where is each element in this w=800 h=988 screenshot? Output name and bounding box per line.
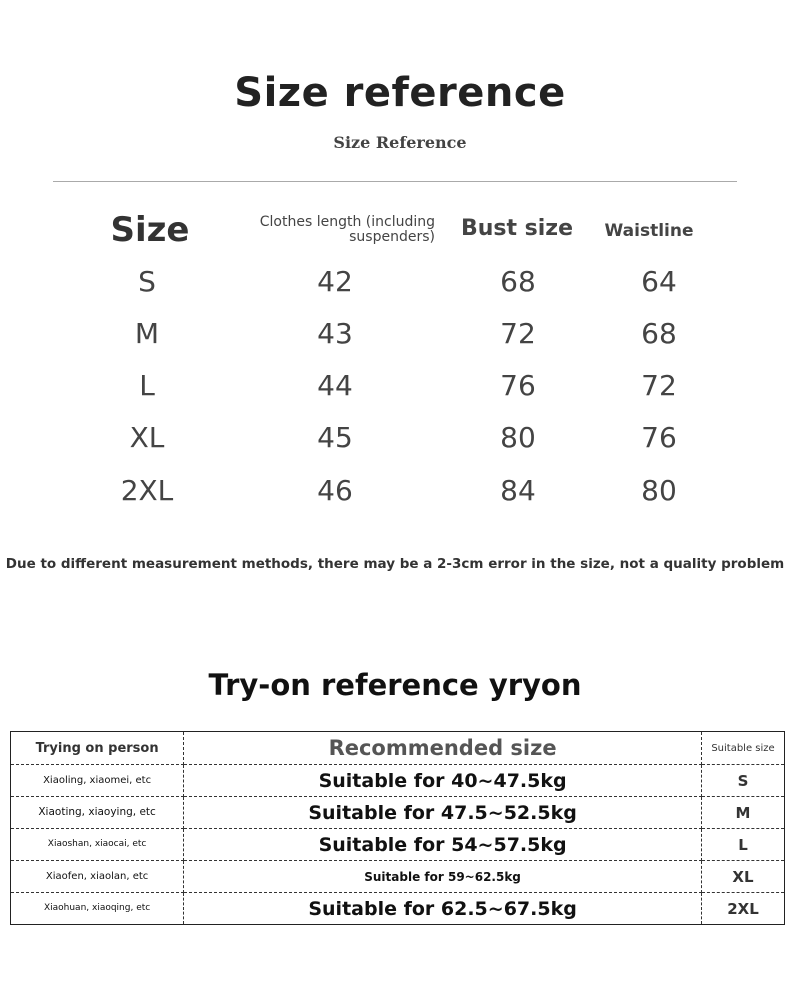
bust-cell: 72: [500, 317, 536, 350]
person-cell: Xiaoshan, xiaocai, etc: [11, 829, 184, 861]
divider: [53, 181, 737, 182]
suitable-size-cell: M: [701, 797, 784, 829]
length-cell: 44: [317, 369, 353, 402]
waist-cell: 80: [641, 474, 677, 507]
header-clothes-length-line2: suspenders): [349, 229, 435, 245]
recommended-cell: Suitable for 62.5~67.5kg: [184, 893, 702, 925]
size-cell: XL: [129, 421, 165, 454]
suitable-size-cell: L: [701, 829, 784, 861]
header-clothes-length: [235, 215, 435, 245]
waist-cell: 64: [641, 265, 677, 298]
table-row: [11, 829, 785, 861]
waist-cell: 72: [641, 369, 677, 402]
header-size: Size: [110, 210, 190, 250]
bust-cell: 68: [500, 265, 536, 298]
length-cell: 46: [317, 474, 353, 507]
person-cell: Xiaofen, xiaolan, etc: [11, 861, 184, 893]
header-recommended-size: Recommended size: [184, 732, 702, 765]
size-cell: M: [134, 317, 160, 350]
suitable-size-cell: 2XL: [727, 899, 759, 918]
suitable-size-cell: XL: [701, 861, 784, 893]
size-reference-subtitle: Size Reference: [333, 133, 467, 152]
bust-cell: 84: [500, 474, 536, 507]
bust-cell: 80: [500, 421, 536, 454]
table-row: [11, 893, 785, 925]
waist-cell: 68: [641, 317, 677, 350]
header-clothes-length-line1: Clothes length (including: [259, 214, 435, 230]
header-waistline: Waistline: [604, 221, 694, 241]
header-trying-on-person: Trying on person: [11, 732, 184, 765]
measurement-note: Due to different measurement methods, there may be a 2-3cm error in the size, not a quality problem: [5, 556, 785, 572]
tryon-table: [10, 731, 785, 925]
table-row: [11, 797, 785, 829]
recommended-cell: Suitable for 47.5~52.5kg: [184, 797, 702, 829]
suitable-size-cell: S: [701, 765, 784, 797]
size-cell: L: [139, 369, 155, 402]
length-cell: 43: [317, 317, 353, 350]
size-reference-title: Size reference: [234, 70, 566, 116]
tryon-header-row: [11, 732, 785, 765]
person-cell: Xiaohuan, xiaoqing, etc: [11, 893, 184, 925]
header-bust-size: Bust size: [460, 216, 574, 241]
recommended-cell: Suitable for 40~47.5kg: [184, 765, 702, 797]
table-row: [11, 765, 785, 797]
recommended-cell: Suitable for 59~62.5kg: [184, 861, 702, 893]
tryon-reference-title: Try-on reference yryon: [208, 668, 582, 702]
size-cell: S: [138, 265, 156, 298]
header-suitable-size: Suitable size: [701, 732, 784, 765]
person-cell: Xiaoling, xiaomei, etc: [11, 765, 184, 797]
recommended-cell: Suitable for 54~57.5kg: [184, 829, 702, 861]
length-cell: 42: [317, 265, 353, 298]
size-cell: 2XL: [120, 474, 174, 507]
waist-cell: 76: [641, 421, 677, 454]
table-row: [11, 861, 785, 893]
length-cell: 45: [317, 421, 353, 454]
bust-cell: 76: [500, 369, 536, 402]
person-cell: Xiaoting, xiaoying, etc: [11, 797, 184, 829]
